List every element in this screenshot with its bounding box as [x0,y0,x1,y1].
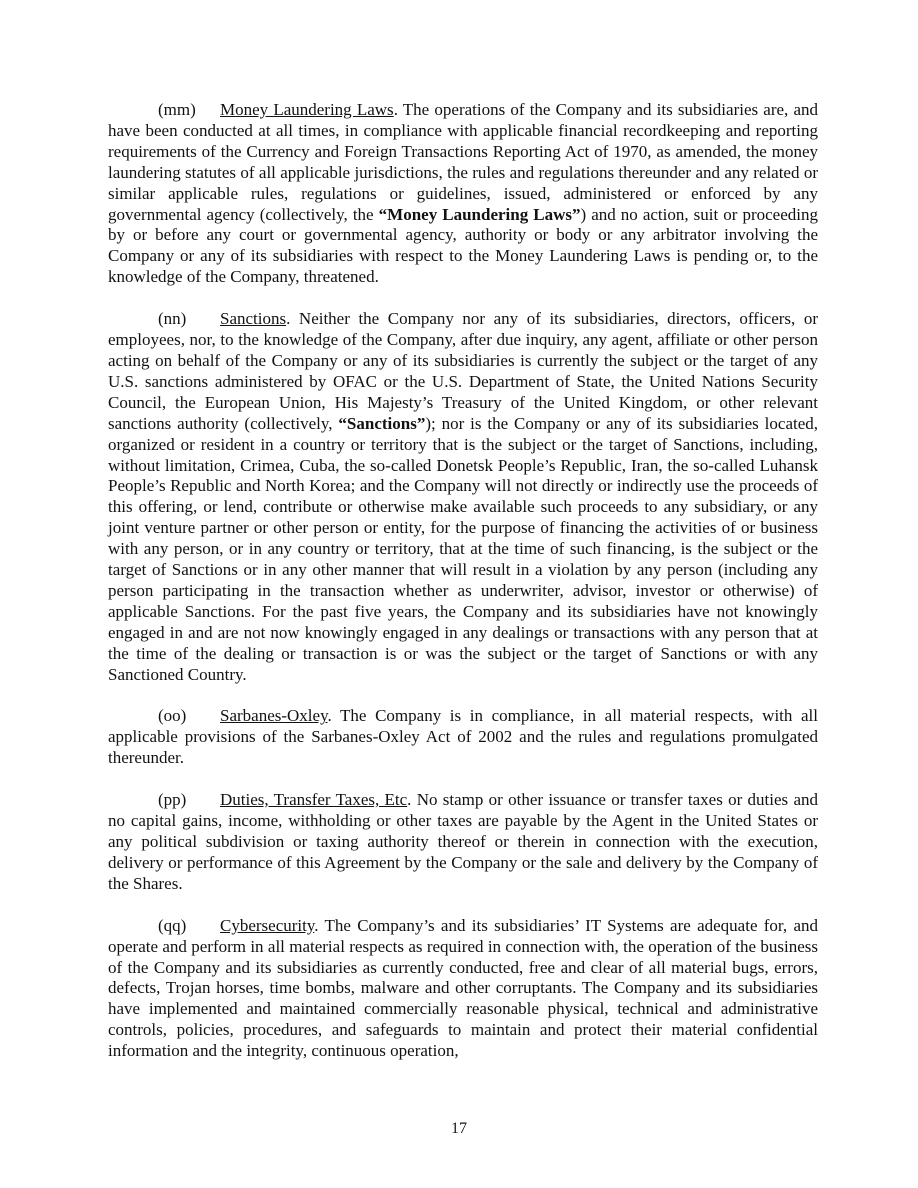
text-run: “Sanctions” [338,413,426,433]
paragraph-label: (qq) [158,915,187,935]
paragraph-heading: Sanctions [220,309,287,329]
page-number: 17 [451,1120,467,1138]
text-run: “Money Laundering Laws” [378,204,581,224]
paragraph-label: (oo) [158,706,187,726]
document-body [108,100,818,1062]
paragraph-heading: Duties, Transfer Taxes, Etc [220,790,408,810]
paragraph-heading: Sarbanes-Oxley [220,706,328,726]
text-run: . The Company’s and its subsidiaries’ IT Systems are adequate for, and operate and perform in all material respects as required in connection with, the operation of the business of the Company and its subsidiaries as currently conducted, free and clear of all material bugs, errors, defects, Trojan horses, time bombs, malware and other corruptants. The Company and its subsidiaries have implemented and maintained commercially reasonable physical, technical and administrative controls, policies, procedures, and safeguards to maintain and protect their material confidential information and the integrity, continuous operation, [108,915,818,1061]
text-run: . The operations of the Company and its subsidiaries are, and have been conducted at all times, in compliance with applicable financial recordkeeping and reporting requirements of the Currency and Foreign Transactions Reporting Act of 1970, as amended, the money laundering statutes of all applicable jurisdictions, the rules and regulations thereunder and any related or similar applicable rules, regulations or guidelines, issued, administered or enforced by any governmental agency (collectively, the [108,100,819,224]
text-run: ); nor is the Company or any of its subsidiaries located, organized or resident in a country or territory that is the subject or the target of Sanctions, including, without limitation, Crimea, Cuba, the so-called Donetsk People’s Republic, Iran, the so-called Luhansk People’s Republic and North Korea; and the Company will not directly or indirectly use the proceeds of this offering, or lend, contribute or otherwise make available such proceeds to any subsidiary, or any joint venture partner or other person or entity, for the purpose of financing the activities of or business with any person, or in any country or territory, that at the time of such financing, is the subject or the target of Sanctions or in any other manner that will result in a violation by any person (including any person participating in the transaction whether as underwriter, advisor, investor or otherwise) of applicable Sanctions. For the past five years, the Company and its subsidiaries have not knowingly engaged in and are not now knowingly engaged in any dealings or transactions with any person that at the time of the dealing or transaction is or was the subject or the target of Sanctions or with any Sanctioned Country. [108,413,819,684]
text-run: ) and no action, suit or proceeding by or before any court or governmental agency, authority or body or any arbitrator involving the Company or any of its subsidiaries with respect to the Money Laundering Laws is pending or, to the knowledge of the Company, threatened. [108,204,818,287]
text-run: . No stamp or other issuance or transfer taxes or duties and no capital gains, income, withholding or other taxes are payable by the Agent in the United States or any political subdivision or taxing authority thereof or therein in connection with the execution, delivery or performance of this Agreement by the Company or the sale and delivery by the Company of the Shares. [108,790,818,893]
paragraph [108,790,818,895]
paragraph [108,706,818,769]
text-run: . The Company is in compliance, in all material respects, with all applicable provisions of the Sarbanes-Oxley Act of 2002 and the rules and regulations promulgated thereunder. [108,706,818,768]
paragraph-label: (pp) [158,790,187,810]
paragraph-heading: Money Laundering Laws [220,100,394,119]
paragraph-label: (mm) [158,100,196,119]
paragraph [108,916,818,1062]
text-run: . Neither the Company nor any of its subsidiaries, directors, officers, or employees, nor, to the knowledge of the Company, after due inquiry, any agent, affiliate or other person acting on behalf of the Company or any of its subsidiaries is currently the subject or the target of any U.S. sanctions administered by OFAC or the U.S. Department of State, the United Nations Security Council, the European Union, His Majesty’s Treasury of the United Kingdom, or other relevant sanctions authority (collectively, [108,309,818,433]
paragraph [108,309,818,685]
paragraph-label: (nn) [158,309,187,329]
paragraph-heading: Cybersecurity [220,915,315,935]
paragraph [108,100,818,288]
